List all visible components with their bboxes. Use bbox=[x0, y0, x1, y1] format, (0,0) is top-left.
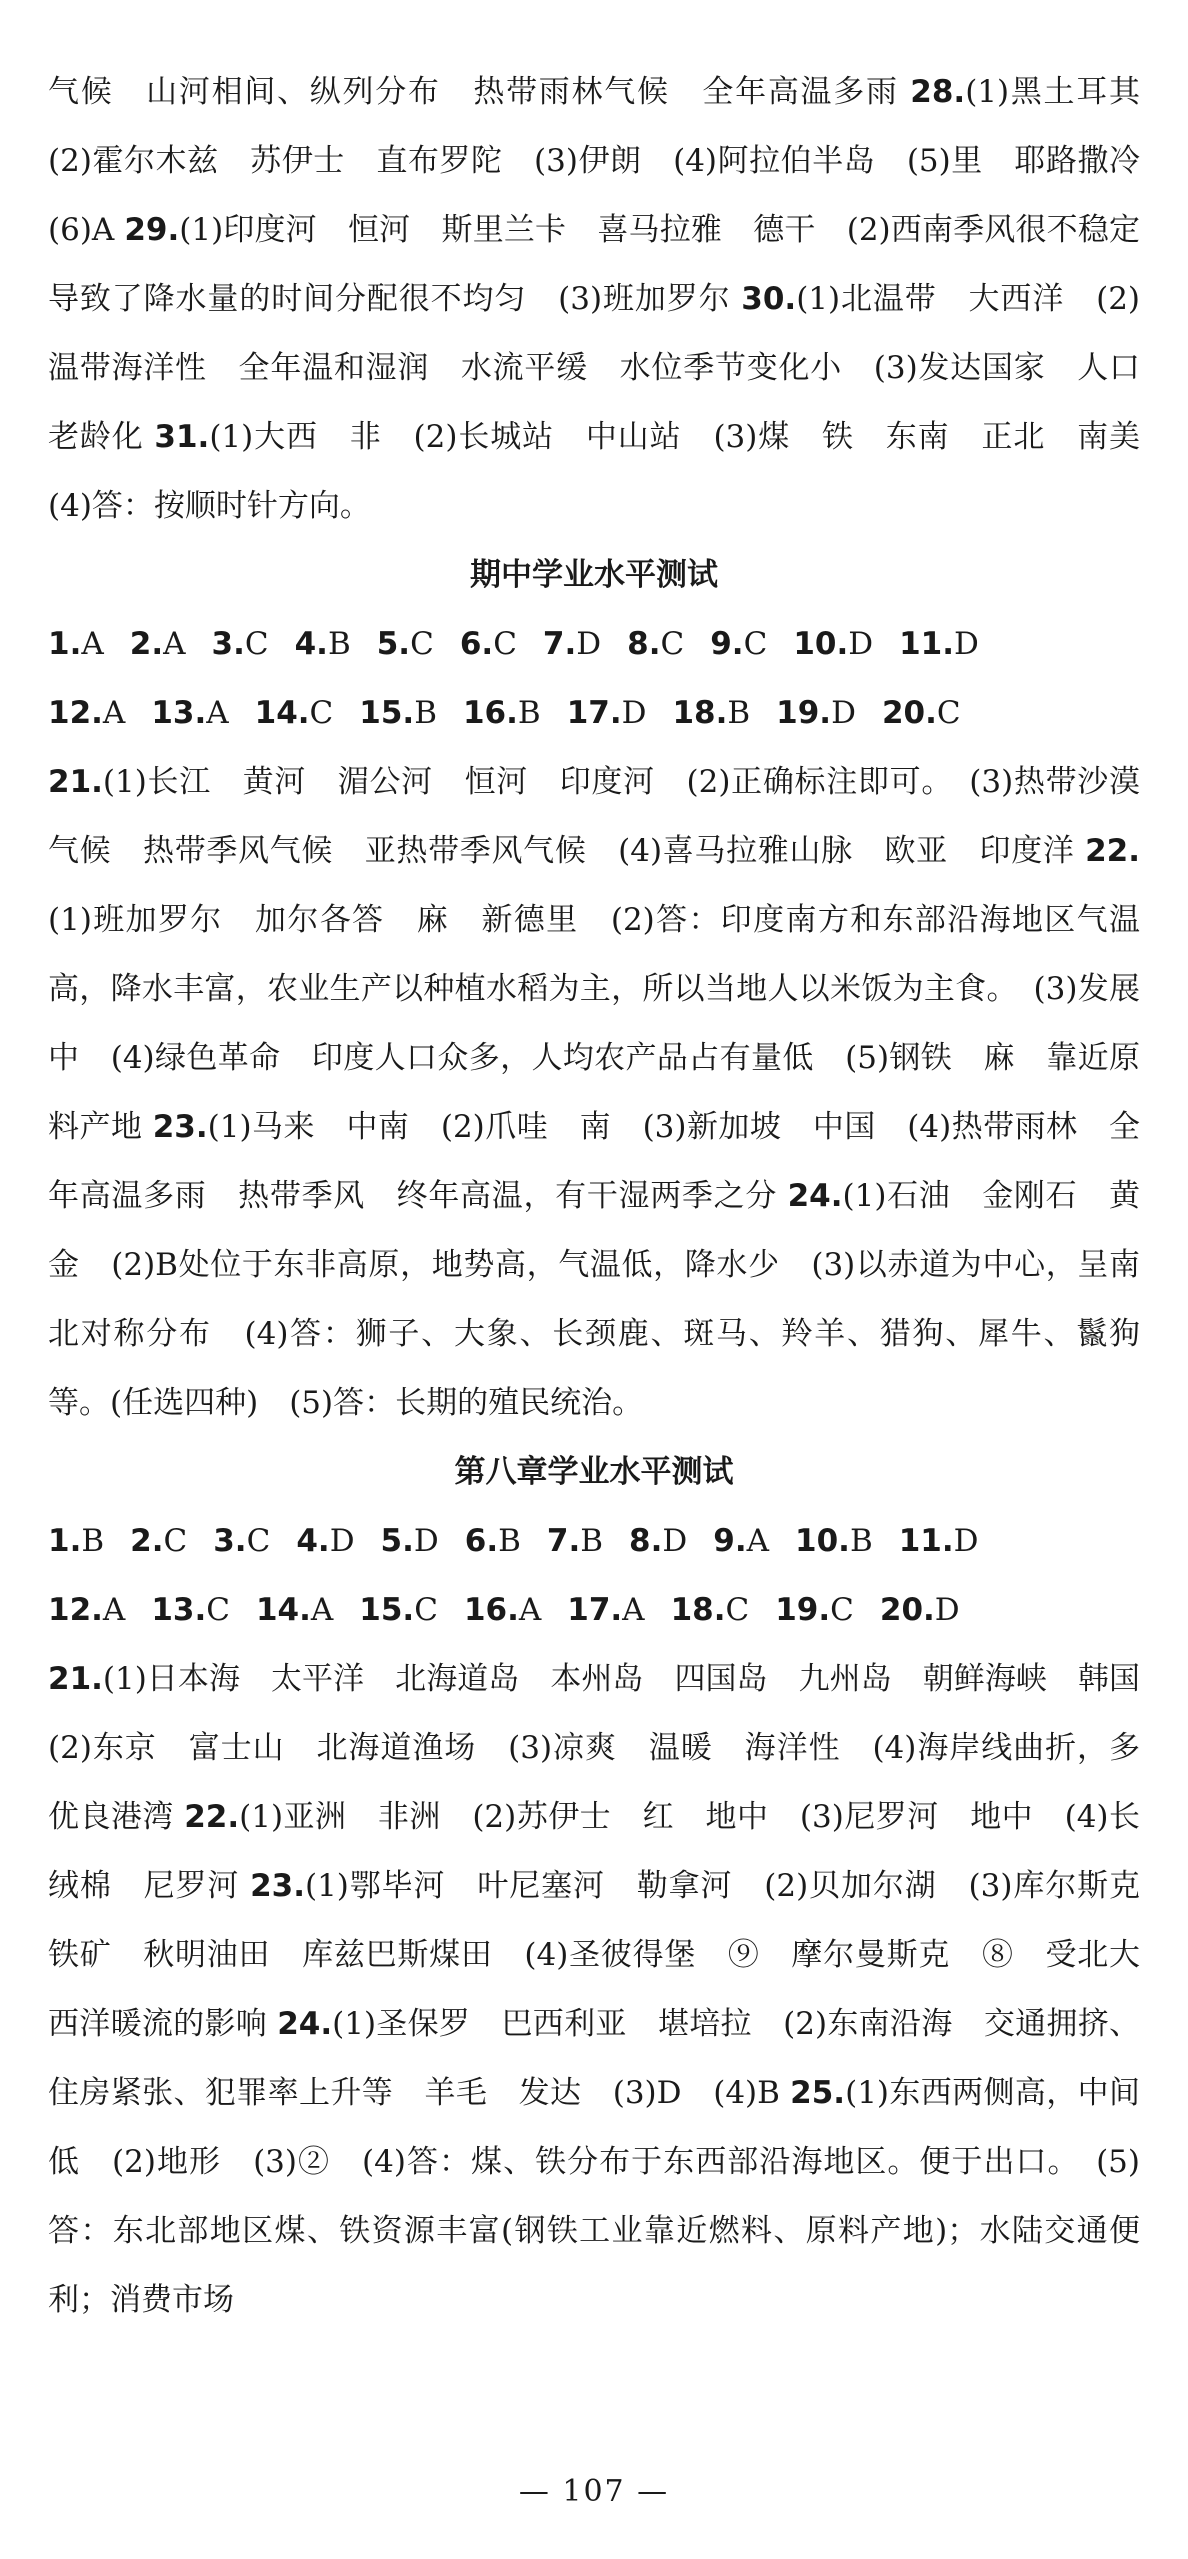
mc-answer: 2.C bbox=[130, 1523, 188, 1559]
question-number: 21. bbox=[48, 764, 103, 800]
text-run: (1)印度河 恒河 斯里兰卡 喜马拉雅 德干 (2)西南季风很不稳定导致了降水量的时间分配很不均匀 (3)班加罗尔 bbox=[48, 212, 1140, 317]
carryover-paragraph bbox=[48, 58, 1171, 541]
question-number: 25. bbox=[790, 2075, 846, 2111]
question-number: 29. bbox=[124, 212, 180, 248]
mc-answer: 3.C bbox=[211, 626, 269, 662]
mc-answer: 12.A bbox=[48, 1592, 126, 1628]
section-heading-midterm: 期中学业水平测试 bbox=[470, 557, 718, 593]
mc-answer: 5.C bbox=[376, 626, 434, 662]
mc-answer-row bbox=[48, 679, 1140, 748]
text-run: 气候 山河相间、纵列分布 热带雨林气候 全年高温多雨 bbox=[48, 74, 911, 110]
mc-answer: 8.D bbox=[629, 1523, 688, 1559]
mc-answer: 17.D bbox=[566, 695, 647, 731]
question-number: 23. bbox=[250, 1868, 305, 1904]
question-number: 31. bbox=[154, 419, 210, 455]
mc-answer-row bbox=[48, 1576, 1140, 1645]
mc-answer: 10.B bbox=[795, 1523, 873, 1559]
question-number: 28. bbox=[910, 74, 966, 110]
question-number: 30. bbox=[741, 281, 797, 317]
question-number: 22. bbox=[1085, 833, 1140, 869]
mc-answer: 16.A bbox=[463, 1592, 542, 1628]
text-run: (1)北温带 大西洋 (2)温带海洋性 全年温和湿润 水流平缓 水位季节变化小 (3)发达国家 人口老龄化 bbox=[48, 281, 1141, 455]
question-number: 24. bbox=[787, 1178, 843, 1214]
mc-answer: 1.B bbox=[48, 1523, 105, 1559]
question-number: 22. bbox=[184, 1799, 240, 1835]
text-run: (1)鄂毕河 叶尼塞河 勒拿河 (2)贝加尔湖 (3)库尔斯克铁矿 秋明油田 库兹巴斯煤田 (4)圣彼得堡 ⑨ 摩尔曼斯克 ⑧ 受北大西洋暖流的影响 bbox=[48, 1868, 1140, 2042]
text-run: (1)马来 中南 (2)爪哇 南 (3)新加坡 中国 (4)热带雨林 全年高温多雨 热带季风 终年高温，有干湿两季之分 bbox=[48, 1109, 1140, 1214]
text-run: (1)石油 金刚石 黄金 (2)B处位于东非高原，地势高，气温低，降水少 (3)以赤道为中心，呈南北对称分布 (4)答：狮子、大象、长颈鹿、斑马、羚羊、猎狗、犀牛、鬣狗等。(任选四种) (5)答：长期的殖民统治。 bbox=[48, 1178, 1140, 1421]
mc-answer: 20.D bbox=[879, 1592, 960, 1628]
text-run: (1)大西 非 (2)长城站 中山站 (3)煤 铁 东南 正北 南美 (4)答：按顺时针方向。 bbox=[48, 419, 1171, 524]
mc-answer: 17.A bbox=[567, 1592, 645, 1628]
page-number: — 107 — bbox=[518, 2474, 670, 2509]
mc-answer: 10.D bbox=[793, 626, 874, 662]
mc-answer: 13.C bbox=[151, 1592, 230, 1628]
mc-answer-row bbox=[48, 1507, 1140, 1576]
mc-answer: 6.B bbox=[464, 1523, 521, 1559]
mc-answer: 16.B bbox=[462, 695, 541, 731]
text-run: (1)长江 黄河 湄公河 恒河 印度河 (2)正确标注即可。 (3)热带沙漠气候 热带季风气候 亚热带季风气候 (4)喜马拉雅山脉 欧亚 印度洋 bbox=[48, 764, 1140, 869]
mc-answer: 7.B bbox=[546, 1523, 604, 1559]
text-run: (1)日本海 太平洋 北海道岛 本州岛 四国岛 九州岛 朝鲜海峡 韩国 (2)东京 富士山 北海道渔场 (3)凉爽 温暖 海洋性 (4)海岸线曲折，多优良港湾 bbox=[48, 1661, 1171, 1835]
mc-answer: 11.D bbox=[899, 626, 979, 662]
mc-answer: 14.C bbox=[254, 695, 334, 731]
text-run: (1)亚洲 非洲 (2)苏伊士 红 地中 (3)尼罗河 地中 (4)长绒棉 尼罗河 bbox=[48, 1799, 1140, 1904]
chapter8-answers-paragraph bbox=[48, 1645, 1171, 2335]
midterm-answers-paragraph bbox=[48, 748, 1140, 1438]
mc-answer: 15.C bbox=[359, 1592, 438, 1628]
mc-answer: 2.A bbox=[129, 626, 186, 662]
mc-answer: 4.B bbox=[294, 626, 351, 662]
mc-answer: 9.C bbox=[710, 626, 768, 662]
mc-answer: 1.A bbox=[48, 626, 104, 662]
question-number: 23. bbox=[152, 1109, 208, 1145]
mc-answer: 5.D bbox=[380, 1523, 439, 1559]
mc-answer: 11.D bbox=[898, 1523, 979, 1559]
text-run: (1)黑土耳其 (2)霍尔木兹 苏伊士 直布罗陀 (3)伊朗 (4)阿拉伯半岛 (5)里 耶路撒冷 (6)A bbox=[48, 74, 1171, 248]
mc-answer: 12.A bbox=[48, 695, 126, 731]
mc-answer: 19.C bbox=[775, 1592, 854, 1628]
question-number: 24. bbox=[277, 2006, 333, 2042]
question-number: 21. bbox=[48, 1661, 103, 1697]
text-run: (1)东西两侧高，中间低 (2)地形 (3)② (4)答：煤、铁分布于东西部沿海地区。便于出口。 (5)答：东北部地区煤、铁资源丰富(钢铁工业靠近燃料、原料产地)；水陆交通便利；消费市场 bbox=[48, 2075, 1140, 2318]
mc-answer: 20.C bbox=[881, 695, 961, 731]
mc-answer: 18.B bbox=[672, 695, 751, 731]
mc-answer: 15.B bbox=[359, 695, 437, 731]
mc-answer: 6.C bbox=[459, 626, 517, 662]
answer-content bbox=[48, 58, 1171, 2335]
mc-answer: 4.D bbox=[296, 1523, 355, 1559]
mc-answer: 19.D bbox=[776, 695, 856, 731]
mc-answer: 13.A bbox=[151, 695, 229, 731]
text-run: (1)班加罗尔 加尔各答 麻 新德里 (2)答：印度南方和东部沿海地区气温高，降水丰富，农业生产以种植水稻为主，所以当地人以米饭为主食。 (3)发展中 (4)绿色革命 印度人口众多，人均农产品占有量低 (5)钢铁 麻 靠近原料产地 bbox=[48, 902, 1140, 1145]
mc-answer-row bbox=[48, 610, 1140, 679]
mc-answer: 14.A bbox=[255, 1592, 334, 1628]
mc-answer: 8.C bbox=[627, 626, 685, 662]
section-heading-chapter8: 第八章学业水平测试 bbox=[454, 1454, 734, 1490]
mc-answer: 7.D bbox=[542, 626, 602, 662]
mc-answer: 18.C bbox=[670, 1592, 750, 1628]
mc-answer: 3.C bbox=[213, 1523, 271, 1559]
text-run: (1)圣保罗 巴西利亚 堪培拉 (2)东南沿海 交通拥挤、住房紧张、犯罪率上升等 羊毛 发达 (3)D (4)B bbox=[48, 2006, 1140, 2111]
mc-answer: 9.A bbox=[713, 1523, 770, 1559]
